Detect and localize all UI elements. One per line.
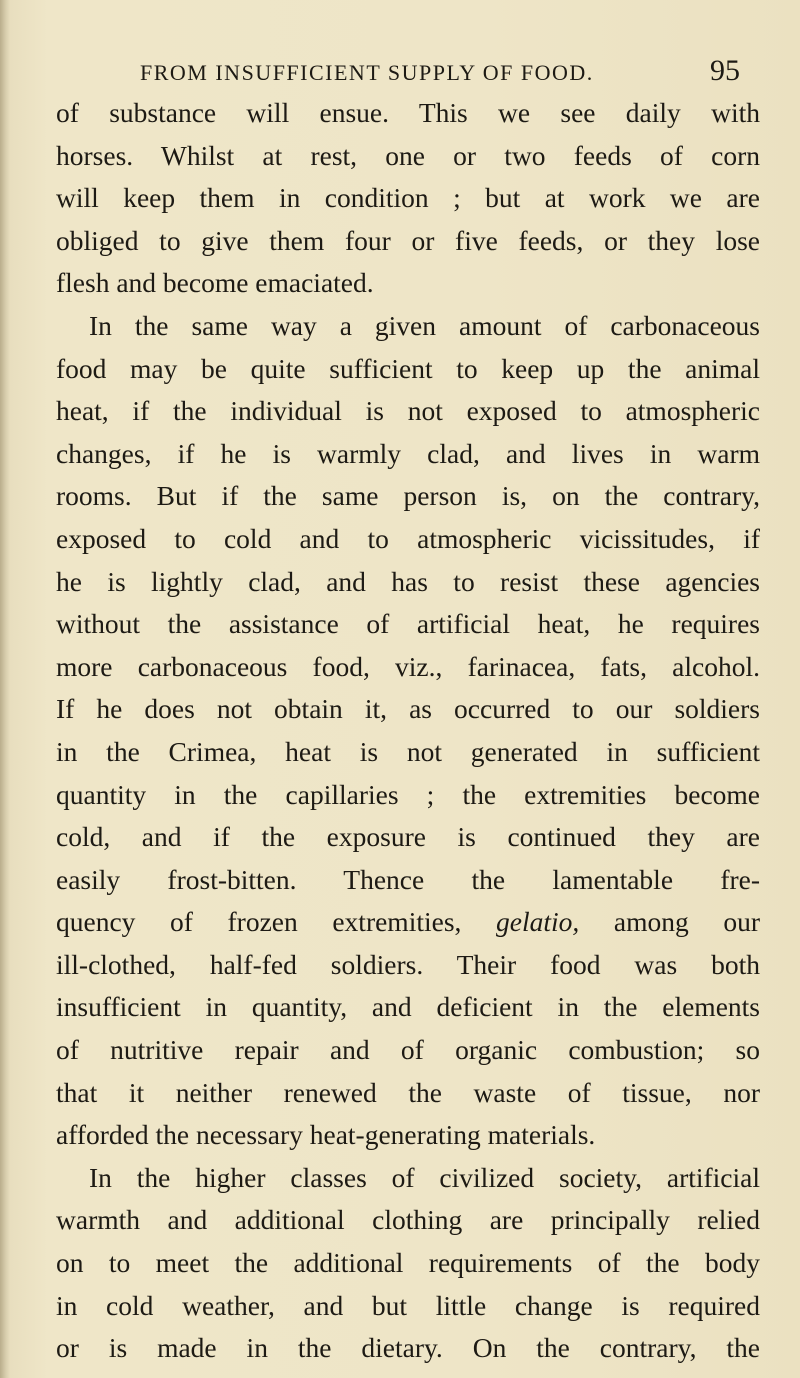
text-line: In the same way a given amount of carbonaceous	[89, 309, 760, 341]
text-line: easily frost-bitten. Thence the lamentable fre-	[56, 863, 760, 895]
text-line: If he does not obtain it, as occurred to our soldiers	[56, 693, 760, 725]
text-line: changes, if he is warmly clad, and lives in warm	[56, 437, 760, 469]
page-number: 95	[710, 54, 740, 87]
text-line: afforded the necessary heat-generating materials.	[56, 1119, 596, 1151]
text-line: quantity in the capillaries ; the extremities become	[56, 778, 760, 810]
text-segment: among our	[579, 906, 760, 938]
text-line	[56, 901, 760, 944]
italic-term: gelatio,	[496, 906, 580, 938]
text-line: warmth and additional clothing are principally relied	[56, 1204, 760, 1236]
text-line: in the Crimea, heat is not generated in sufficient	[56, 735, 760, 767]
page-header	[140, 54, 740, 94]
text-line: In the higher classes of civilized society, artificial	[89, 1161, 760, 1193]
text-line: of nutritive repair and of organic combustion; so	[56, 1034, 760, 1066]
text-line: in cold weather, and but little change is required	[56, 1289, 760, 1321]
text-line: insufficient in quantity, and deficient in the elements	[56, 991, 760, 1023]
running-head: FROM INSUFFICIENT SUPPLY OF FOOD.	[140, 60, 594, 85]
text-line: cold, and if the exposure is continued they are	[56, 821, 760, 853]
text-segment: quency of frozen extremities,	[56, 906, 497, 938]
body-text	[56, 92, 760, 1370]
text-line: on to meet the additional requirements of the body	[56, 1247, 760, 1279]
text-line: that it neither renewed the waste of tissue, nor	[56, 1076, 760, 1108]
text-line: ill-clothed, half-fed soldiers. Their food was both	[56, 948, 760, 980]
page-gutter-shadow	[0, 0, 10, 1378]
text-line: exposed to cold and to atmospheric vicissitudes, if	[56, 522, 760, 554]
text-line: without the assistance of artificial heat, he requires	[56, 608, 760, 640]
text-line: rooms. But if the same person is, on the contrary,	[56, 480, 760, 512]
text-line: obliged to give them four or five feeds, or they lose	[56, 224, 760, 256]
text-line: will keep them in condition ; but at work we are	[56, 182, 760, 214]
text-line: food may be quite sufficient to keep up the animal	[56, 352, 760, 384]
text-line: flesh and become emaciated.	[56, 267, 374, 299]
text-line: more carbonaceous food, viz., farinacea, fats, alcohol.	[56, 650, 760, 682]
text-line: he is lightly clad, and has to resist these agencies	[56, 565, 760, 597]
text-line: of substance will ensue. This we see daily with	[56, 97, 760, 128]
text-line: horses. Whilst at rest, one or two feeds of corn	[56, 139, 760, 171]
text-line: or is made in the dietary. On the contrary, the	[56, 1332, 760, 1364]
text-line: heat, if the individual is not exposed to atmospheric	[56, 395, 760, 427]
